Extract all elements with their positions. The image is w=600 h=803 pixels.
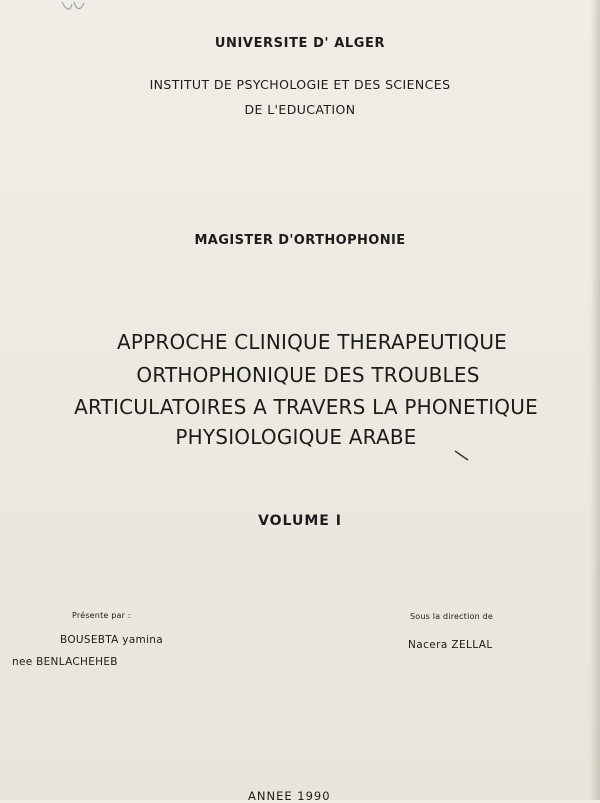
thesis-title-line-1: APPROCHE CLINIQUE THERAPEUTIQUE (116, 330, 507, 354)
institute-name-line-1: INSTITUT DE PSYCHOLOGIE ET DES SCIENCES (149, 77, 451, 92)
year-label: ANNEE 1990 (248, 789, 331, 803)
supervision-label: Sous la direction de (410, 612, 494, 621)
author-maiden-name: nee BENLACHEHEB (12, 656, 118, 668)
pen-stroke-mark (454, 450, 470, 462)
institute-name-line-2: DE L'EDUCATION (244, 102, 356, 117)
presented-by-label: Présente par : (72, 611, 131, 620)
thesis-title-line-2: ORTHOPHONIQUE DES TROUBLES (136, 363, 480, 387)
handwritten-mark (58, 0, 98, 14)
volume-label: VOLUME I (258, 513, 342, 529)
degree-title: MAGISTER D'ORTHOPHONIE (194, 233, 406, 248)
supervisor-name: Nacera ZELLAL (408, 639, 493, 651)
author-name: BOUSEBTA yamina (60, 634, 163, 646)
university-name: UNIVERSITE D' ALGER (214, 36, 386, 51)
thesis-title-line-3: ARTICULATOIRES A TRAVERS LA PHONETIQUE (74, 395, 538, 419)
thesis-title-line-4: PHYSIOLOGIQUE ARABE (175, 425, 417, 449)
